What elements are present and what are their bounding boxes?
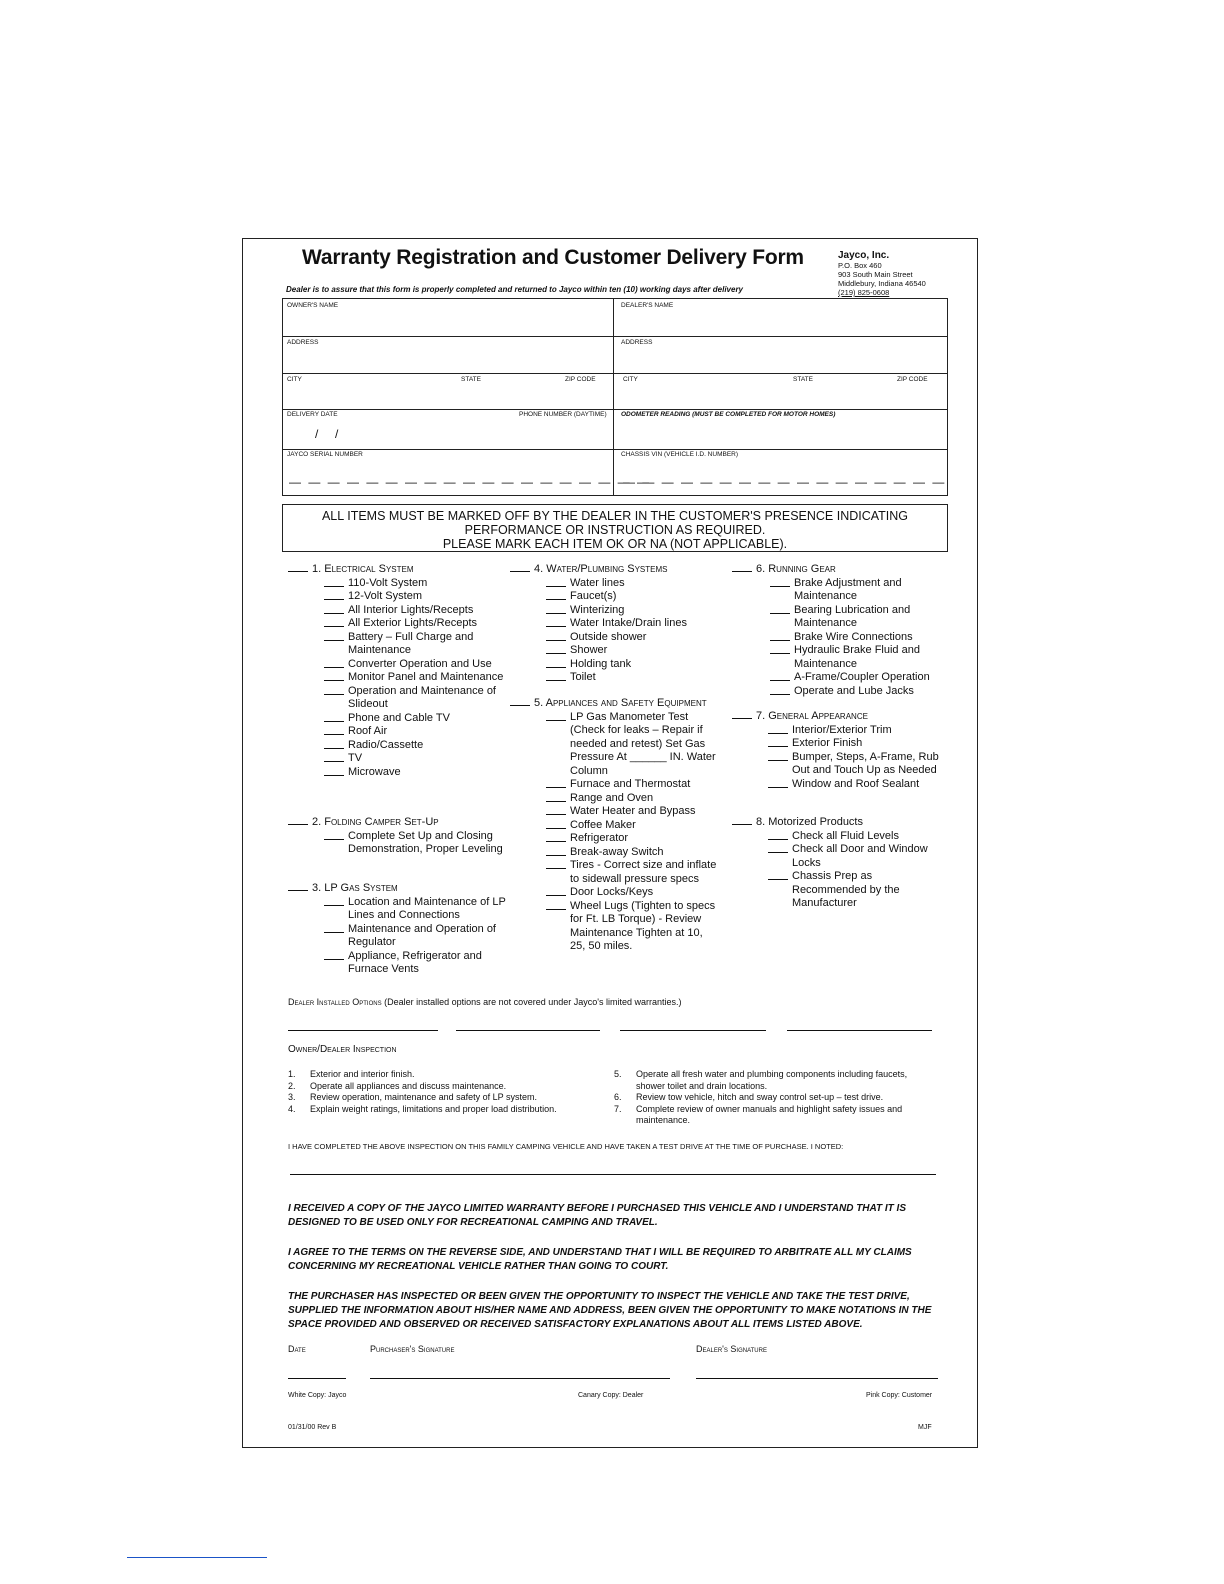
checklist-item [732,778,944,792]
dealer-signature-line[interactable] [696,1378,938,1379]
item-label: Water Intake/Drain lines [570,617,687,629]
item-label: Bumper, Steps, A-Frame, Rub Out and Touch Up as Needed [792,750,939,776]
odometer-label: ODOMETER READING (MUST BE COMPLETED FOR MOTOR HOMES) [621,411,836,418]
item-label: Chassis Prep as Recommended by the Manufacturer [792,870,900,909]
row-divider [283,409,947,410]
chassis-vin-blanks[interactable]: — — — — — — — — — — — — — — — — — [623,475,947,489]
checklist-item [288,950,508,977]
item-label: Refrigerator [570,832,629,844]
option-line[interactable] [456,1030,600,1031]
inspection-text: Review tow vehicle, hitch and sway control set-up – test drive. [636,1092,884,1102]
checklist-item [510,859,720,886]
item-label: 12-Volt System [348,590,422,602]
owner-zip-label: ZIP CODE [565,376,596,383]
item-check-blank[interactable] [324,658,344,668]
item-check-blank[interactable] [770,685,790,695]
item-label: Maintenance and Operation of Regulator [348,922,496,948]
inspection-item [614,1104,934,1127]
warranty-acknowledgement: I RECEIVED A COPY OF THE JAYCO LIMITED WARRANTY BEFORE I PURCHASED THIS VEHICLE AND I UNDERSTAND THAT IT IS DESIGNED TO BE USED ONLY FOR RECREATIONAL CAMPING AND TRAVEL. [288,1203,907,1228]
item-list [288,896,508,977]
inspection-text: Operate all fresh water and plumbing components including faucets, shower toilet and drain locations. [636,1069,908,1091]
inspection-number: 4. [288,1103,296,1114]
checklist-item [510,846,720,860]
notice-line-1: ALL ITEMS MUST BE MARKED OFF BY THE DEALER IN THE CUSTOMER'S PRESENCE INDICATING [321,509,909,523]
item-check-blank[interactable] [546,644,566,654]
item-check-blank[interactable] [768,843,788,853]
dealer-instruction-notice [282,504,948,552]
item-check-blank[interactable] [324,685,344,695]
inspection-item [614,1069,934,1092]
item-check-blank[interactable] [546,778,566,788]
item-label: Door Locks/Keys [570,886,654,898]
section-appliances-safety [510,696,720,954]
checklist-item [510,819,720,833]
item-label: Winterizing [570,603,625,616]
item-check-blank[interactable] [546,886,566,896]
white-copy-label: White Copy: Jayco [288,1392,347,1399]
checklist-item [288,671,508,685]
item-label: Shower [570,644,608,656]
section-heading: 1. Electrical System [288,562,508,577]
item-check-blank[interactable] [768,830,788,840]
notes-line[interactable] [290,1174,936,1175]
item-label: Exterior Finish [792,737,863,749]
dealer-signature-label: Dealer's Signature [696,1344,767,1354]
option-line[interactable] [787,1030,932,1031]
inspection-text: Explain weight ratings, limitations and proper load distribution. [310,1103,557,1114]
dealer-options [288,997,681,1007]
dealer-state-label: STATE [793,376,813,383]
item-check-blank[interactable] [546,631,566,641]
checklist-item [510,886,720,900]
item-list [732,830,944,911]
item-label: Bearing Lubrication and Maintenance [794,603,911,629]
company-city: Middlebury, Indiana 46540 [838,279,926,288]
item-label: LP Gas Manometer Test (Check for leaks – Repair if needed and retest) Set Gas Pressure At ______ IN. Water Column [570,710,716,777]
item-check-blank[interactable] [768,778,788,788]
item-label: Operation and Maintenance of Slideout [348,684,496,710]
section-motorized [732,815,944,911]
section-heading: 4. Water/Plumbing Systems [510,562,720,577]
section-check[interactable] [732,709,752,719]
checklist-item [288,712,508,726]
section-heading: 6. Running Gear [732,562,944,577]
item-label: Phone and Cable TV [348,711,450,724]
checklist-item [732,631,944,645]
inspection-item [288,1081,608,1093]
checklist-item [288,590,508,604]
footnote-rule [127,1557,267,1558]
section-general-appearance [732,709,944,791]
checklist-item [288,752,508,766]
item-check-blank[interactable] [546,819,566,829]
checklist-item [288,923,508,950]
inspection-number: 2. [288,1080,296,1091]
item-check-blank[interactable] [546,671,566,681]
checklist-item [732,724,944,738]
item-label: Check all Door and Window Locks [792,843,928,869]
item-check-blank[interactable] [324,766,344,776]
inspection-number: 5. [614,1069,622,1079]
section-heading: 7. General Appearance [732,709,944,724]
section-heading: 8. Motorized Products [732,815,944,830]
item-label: Monitor Panel and Maintenance [348,671,504,683]
checklist-item [732,685,944,699]
item-label: Hydraulic Brake Fluid and Maintenance [794,644,920,670]
owner-name-label: OWNER'S NAME [287,302,339,309]
item-label: Outside shower [570,630,647,643]
item-label: Range and Oven [570,791,654,804]
checklist-item [732,830,944,844]
checklist-item [732,870,944,911]
item-label: Holding tank [570,657,632,670]
initials: MJF [918,1424,932,1431]
item-label: 110-Volt System [348,576,428,589]
checklist-item [510,792,720,806]
item-label: Brake Adjustment and Maintenance [794,576,902,602]
checklist-item [288,631,508,658]
item-check-blank[interactable] [770,604,790,614]
inspection-item [614,1092,934,1104]
inspection-text: Complete review of owner manuals and highlight safety issues and maintenance. [636,1103,903,1125]
item-list [732,724,944,792]
section-heading: 2. Folding Camper Set-Up [288,815,508,830]
serial-number-blanks[interactable]: — — — — — — — — — — — — — — — — — — — [289,475,652,489]
item-check-blank[interactable] [546,832,566,842]
checklist-item [510,900,720,954]
section-water-plumbing [510,562,720,685]
dealer-options-label: Dealer Installed Options [288,997,382,1007]
inspection-item [288,1069,608,1081]
item-check-blank[interactable] [324,617,344,627]
item-label: Operate and Lube Jacks [794,684,914,697]
checklist-item [510,805,720,819]
item-label: Furnace and Thermostat [570,778,691,790]
item-check-blank[interactable] [324,577,344,587]
item-label: Break-away Switch [570,845,664,858]
checklist-item [732,671,944,685]
item-check-blank[interactable] [324,712,344,722]
item-check-blank[interactable] [324,896,344,906]
purchaser-signature-label: Purchaser's Signature [370,1344,455,1354]
chassis-vin-label: CHASSIS VIN (VEHICLE I.D. NUMBER) [621,451,739,458]
item-list [510,711,720,954]
dealer-name-label: DEALER'S NAME [621,302,674,309]
checklist-item [510,577,720,591]
notice-line-3: PLEASE MARK EACH ITEM OK OR NA (NOT APPLICABLE). [442,537,788,551]
item-label: Interior/Exterior Trim [792,723,892,736]
checklist-item [288,725,508,739]
checklist-item [732,751,944,778]
inspection-item [288,1104,608,1116]
item-check-blank[interactable] [546,900,566,910]
inspection-item [288,1092,608,1104]
row-divider [283,373,947,374]
item-check-blank[interactable] [324,923,344,933]
item-check-blank[interactable] [546,604,566,614]
item-check-blank[interactable] [546,617,566,627]
item-check-blank[interactable] [546,711,566,721]
arbitration-agreement: I AGREE TO THE TERMS ON THE REVERSE SIDE, AND UNDERSTAND THAT I WILL BE REQUIRED TO ARBITRATE ALL MY CLAIMS CONCERNING MY RECREATIONAL VEHICLE RATHER THAN GOING TO COURT. [288,1247,912,1272]
item-label: Faucet(s) [570,590,617,602]
company-po-box: P.O. Box 460 [838,261,882,270]
form-title: Warranty Registration and Customer Delivery Form [302,246,804,269]
checklist-item [732,604,944,631]
purchaser-signature-line[interactable] [370,1378,670,1379]
item-label: All Exterior Lights/Recepts [348,617,477,629]
item-label: Check all Fluid Levels [792,829,899,842]
item-check-blank[interactable] [546,658,566,668]
date-line[interactable] [288,1378,346,1379]
item-label: TV [348,752,363,764]
section-lp-gas [288,881,508,977]
delivery-date-slashes: / / [315,427,339,441]
delivery-date-label: DELIVERY DATE [287,411,338,418]
item-label: Location and Maintenance of LP Lines and Connections [348,895,506,921]
notice-line-2: PERFORMANCE OR INSTRUCTION AS REQUIRED. [464,523,766,537]
canary-copy-label: Canary Copy: Dealer [578,1392,644,1399]
row-divider [283,449,947,450]
checklist-item [288,739,508,753]
item-label: All Interior Lights/Recepts [348,603,474,616]
section-heading: 3. LP Gas System [288,881,508,896]
item-list [288,577,508,780]
checklist-item [288,766,508,780]
item-label: Wheel Lugs (Tighten to specs for Ft. LB Torque) - Review Maintenance Tighten at 10, 25, 50 miles. [570,899,716,952]
inspection-list-right [614,1069,934,1127]
company-name: Jayco, Inc. [838,250,890,261]
inspection-text: Review operation, maintenance and safety of LP system. [310,1092,537,1102]
phone-number-label: PHONE NUMBER (DAYTIME) [519,411,607,418]
item-check-blank[interactable] [770,577,790,587]
checklist-item [510,658,720,672]
section-running-gear [732,562,944,698]
section-check[interactable] [510,696,530,706]
item-label: Complete Set Up and Closing Demonstration, Proper Leveling [348,829,503,855]
item-check-blank[interactable] [324,739,344,749]
inspection-list-left [288,1069,608,1115]
item-check-blank[interactable] [324,604,344,614]
item-check-blank[interactable] [546,859,566,869]
owner-address-label: ADDRESS [287,339,319,346]
item-check-blank[interactable] [324,590,344,600]
item-label: Battery – Full Charge and Maintenance [348,630,474,656]
option-line[interactable] [288,1030,438,1031]
section-check[interactable] [288,881,308,891]
customer-dealer-fields [282,298,948,496]
company-block [838,250,926,297]
owner-state-label: STATE [461,376,481,383]
section-folding-camper [288,815,508,857]
item-check-blank[interactable] [768,724,788,734]
inspection-number: 1. [288,1069,296,1079]
checklist-item [288,604,508,618]
item-check-blank[interactable] [324,671,344,681]
inspection-statement: I HAVE COMPLETED THE ABOVE INSPECTION ON THIS FAMILY CAMPING VEHICLE AND HAVE TAKEN A TEST DRIVE AT THE TIME OF PURCHASE. I NOTED: [288,1142,844,1151]
checklist-item [732,737,944,751]
item-label: Converter Operation and Use [348,657,492,670]
item-check-blank[interactable] [546,577,566,587]
company-phone: (219) 825-0608 [838,288,890,297]
section-check[interactable] [732,815,752,825]
item-label: Tires - Correct size and inflate to sidewall pressure specs [570,859,717,885]
checklist-item [732,843,944,870]
item-check-blank[interactable] [324,752,344,762]
checklist-item [510,778,720,792]
item-check-blank[interactable] [768,751,788,761]
checklist-item [288,617,508,631]
checklist-item [732,577,944,604]
item-check-blank[interactable] [546,846,566,856]
section-check[interactable] [288,562,308,572]
checklist-item [288,830,508,857]
section-heading: 5. Appliances and Safety Equipment [510,696,720,711]
company-street: 903 South Main Street [838,270,913,279]
item-list [288,830,508,857]
item-label: A-Frame/Coupler Operation [794,671,930,683]
item-check-blank[interactable] [546,792,566,802]
dealer-zip-label: ZIP CODE [897,376,928,383]
checklist-item [510,604,720,618]
item-label: Toilet [570,671,596,683]
inspection-acknowledgement: THE PURCHASER HAS INSPECTED OR BEEN GIVEN THE OPPORTUNITY TO INSPECT THE VEHICLE AND TAKE THE TEST DRIVE, SUPPLIED THE INFORMATION ABOUT HIS/HER NAME AND ADDRESS, BEEN GIVEN THE OPPORTUNITY TO MAKE NOTATIONS IN THE SPACE PROVIDED AND OBSERVED OR RECEIVED SATISFACTORY EXPLANATIONS ABOUT ALL ITEMS LISTED ABOVE. [288,1291,932,1330]
checklist-item [288,658,508,672]
item-list [510,577,720,685]
item-label: Water lines [570,576,625,589]
inspection-number: 3. [288,1092,296,1102]
checklist-item [510,671,720,685]
checklist-item [510,832,720,846]
checklist-item [510,644,720,658]
dealer-address-label: ADDRESS [621,339,653,346]
item-label: Roof Air [348,725,388,737]
item-label: Coffee Maker [570,818,636,831]
option-line[interactable] [620,1030,766,1031]
checklist-item [732,644,944,671]
checklist-item [510,631,720,645]
inspection-number: 6. [614,1092,622,1102]
checklist-item [288,577,508,591]
section-check[interactable] [510,562,530,572]
inspection-text: Exterior and interior finish. [310,1069,415,1079]
item-label: Microwave [348,765,401,778]
owner-city-label: CITY [287,376,302,383]
revision-code: 01/31/00 Rev B [288,1424,337,1431]
checklist-item [510,590,720,604]
item-check-blank[interactable] [770,631,790,641]
field-divider [613,299,614,495]
item-check-blank[interactable] [324,950,344,960]
item-check-blank[interactable] [546,590,566,600]
item-list [732,577,944,699]
pink-copy-label: Pink Copy: Customer [866,1392,933,1399]
checklist-item [510,617,720,631]
date-label: Date [288,1344,306,1354]
item-check-blank[interactable] [324,631,344,641]
dealer-options-note: (Dealer installed options are not covered under Jayco's limited warranties.) [384,997,682,1007]
item-check-blank[interactable] [770,644,790,654]
inspection-number: 7. [614,1103,622,1114]
item-check-blank[interactable] [770,671,790,681]
checklist-item [288,896,508,923]
item-check-blank[interactable] [324,830,344,840]
inspection-title: Owner/Dealer Inspection [288,1044,397,1055]
item-label: Brake Wire Connections [794,630,913,643]
item-label: Water Heater and Bypass [570,805,696,817]
dealer-city-label: CITY [623,376,638,383]
item-check-blank[interactable] [324,725,344,735]
item-label: Window and Roof Sealant [792,777,920,790]
item-label: Radio/Cassette [348,738,424,751]
serial-number-label: JAYCO SERIAL NUMBER [287,451,363,458]
section-check[interactable] [732,562,752,572]
section-check[interactable] [288,815,308,825]
checklist-item [288,685,508,712]
checklist-item [510,711,720,779]
item-label: Appliance, Refrigerator and Furnace Vents [348,949,482,975]
section-electrical [288,562,508,779]
dealer-note: Dealer is to assure that this form is properly completed and returned to Jayco within ten (10) working days after delivery [286,285,744,294]
row-divider [283,336,947,337]
inspection-text: Operate all appliances and discuss maintenance. [310,1080,507,1091]
item-check-blank[interactable] [546,805,566,815]
item-check-blank[interactable] [768,870,788,880]
item-check-blank[interactable] [768,737,788,747]
